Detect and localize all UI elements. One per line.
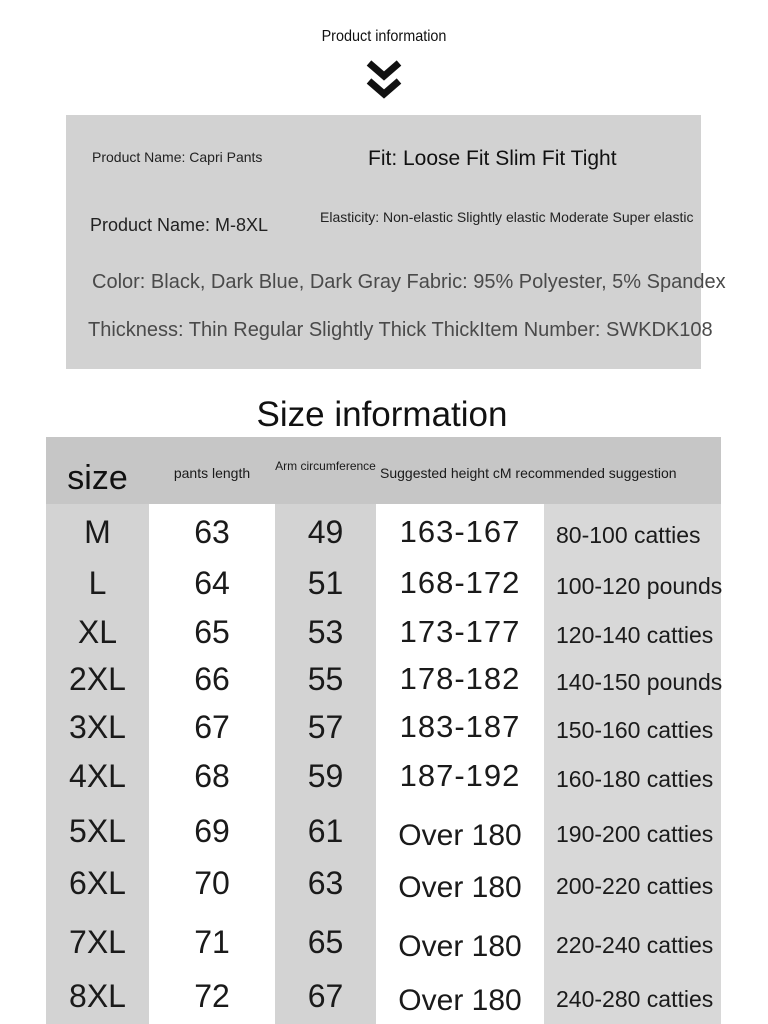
height-cell: 178-182 xyxy=(399,661,521,696)
length-cell: 64 xyxy=(194,565,230,601)
length-cell: 63 xyxy=(194,514,230,550)
size-table xyxy=(46,437,721,1024)
header-title: Product information xyxy=(321,28,447,45)
arm-cell: 53 xyxy=(307,614,344,650)
header-pants-length: pants length xyxy=(173,465,251,481)
length-cell: 66 xyxy=(194,661,230,697)
weight-cell: 80-100 catties xyxy=(556,522,701,548)
double-chevron-down-icon xyxy=(366,60,402,100)
arm-cell: 65 xyxy=(307,924,344,960)
size-cell: M xyxy=(84,514,111,550)
height-cell: Over 180 xyxy=(398,984,522,1017)
thickness-item-label: Thickness: Thin Regular Slightly Thick ThickItem Number: SWKDK108 xyxy=(88,319,713,341)
size-cell: 7XL xyxy=(69,924,126,960)
weight-cell: 120-140 catties xyxy=(556,622,714,648)
height-cell: Over 180 xyxy=(398,871,522,904)
height-cell: 168-172 xyxy=(399,565,521,600)
size-cell: 3XL xyxy=(69,709,126,745)
arm-cell: 63 xyxy=(307,865,344,901)
height-cell: 183-187 xyxy=(399,709,521,744)
weight-cell: 100-120 pounds xyxy=(556,573,723,599)
header-arm-circumference: Arm circumference xyxy=(275,459,376,473)
arm-cell: 59 xyxy=(307,758,344,794)
color-fabric-label: Color: Black, Dark Blue, Dark Gray Fabric: 95% Polyester, 5% Spandex xyxy=(92,271,726,293)
weight-cell: 150-160 catties xyxy=(556,717,714,743)
size-cell: 2XL xyxy=(69,661,126,697)
size-section-title: Size information xyxy=(256,395,508,434)
arm-cell: 49 xyxy=(307,514,344,550)
weight-cell: 240-280 catties xyxy=(556,986,714,1012)
weight-cell: 160-180 catties xyxy=(556,766,714,792)
weight-cell: 190-200 catties xyxy=(556,821,714,847)
height-cell: 187-192 xyxy=(399,758,521,793)
product-name-label: Product Name: Capri Pants xyxy=(92,149,263,165)
size-cell: 4XL xyxy=(69,758,126,794)
length-cell: 68 xyxy=(194,758,230,794)
fit-label: Fit: Loose Fit Slim Fit Tight xyxy=(368,147,617,170)
height-cell: Over 180 xyxy=(398,819,522,852)
height-cell: Over 180 xyxy=(398,930,522,963)
size-cell: 5XL xyxy=(69,813,126,849)
length-cell: 70 xyxy=(194,865,230,901)
weight-cell: 200-220 catties xyxy=(556,873,714,899)
header-suggestion: Suggested height cM recommended suggestion xyxy=(380,465,677,481)
size-cell: XL xyxy=(77,614,118,650)
length-cell: 72 xyxy=(194,978,230,1014)
arm-cell: 51 xyxy=(307,565,344,601)
length-cell: 65 xyxy=(194,614,230,650)
elasticity-label: Elasticity: Non-elastic Slightly elastic Moderate Super elastic xyxy=(320,209,694,225)
product-info-box xyxy=(66,115,726,369)
length-cell: 69 xyxy=(194,813,230,849)
table-header-row xyxy=(46,437,721,504)
weight-cell: 140-150 pounds xyxy=(556,669,723,695)
header-size: size xyxy=(67,459,128,497)
size-cell: 8XL xyxy=(69,978,126,1014)
weight-cell: 220-240 catties xyxy=(556,932,714,958)
height-cell: 173-177 xyxy=(399,614,521,649)
arm-cell: 67 xyxy=(307,978,344,1014)
length-cell: 71 xyxy=(194,924,230,960)
length-cell: 67 xyxy=(194,709,230,745)
size-cell: 6XL xyxy=(69,865,126,901)
size-cell: L xyxy=(88,565,107,601)
arm-cell: 55 xyxy=(307,661,344,697)
height-cell: 163-167 xyxy=(399,514,521,549)
arm-cell: 57 xyxy=(307,709,344,745)
arm-cell: 61 xyxy=(307,813,344,849)
product-size-range-label: Product Name: M-8XL xyxy=(90,215,269,235)
